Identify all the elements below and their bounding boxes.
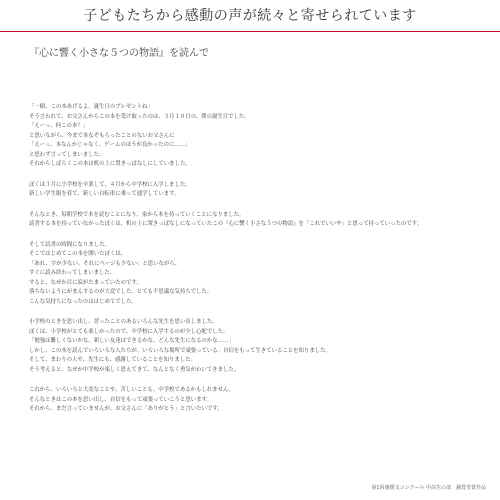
essay-paragraph <box>29 241 481 308</box>
essay-line: そんなときはこの本を思い出し、自信をもって頑張っていこうと思います。 <box>29 396 212 403</box>
page-header <box>0 0 500 32</box>
essay-body <box>29 103 481 415</box>
essay-line: 落ちないようにがまんするのが大変でした。とても不思議な気持ちでした。 <box>29 289 213 295</box>
essay-line: しかし、この本を読んでいろいろな人たちが、いろいろな場所で頑張っている。自信をもって生きていることを知りました。 <box>29 347 331 354</box>
essay-line: 読書する本を持っていなかったぼくは、机の上に置きっぱなしになっていたこの『心に響く小さな５つの物語』を「これでいいや」と思って持っていったのです。 <box>29 221 423 227</box>
essay-line: と思わず言ってしまいました。 <box>29 151 105 158</box>
essay-line: 小学校のときを思い出し、習ったことのあるいろんな先生を思い出しました。 <box>29 319 218 325</box>
essay-line: そう考えると、なぜか中学校が楽しく思えてきて、なんとなく勇気がわいてきました。 <box>29 366 240 373</box>
essay-line: 「えーっ、何この本？」 <box>29 123 89 129</box>
essay-line: そう言われて、お父さんからこの本を受け取ったのは、３月１０日の、僕の誕生日でした。 <box>29 113 250 120</box>
essay-line: 新しい学生服を着て、新しい自転車に乗って通学しています。 <box>29 191 180 197</box>
essay-line: ぼくは３月に小学校を卒業して、４月から中学校に入学しました。 <box>29 181 191 188</box>
essay-line: これから、いろいろと大変なことや、苦しいことも、中学校であるかもしれません。 <box>29 387 235 393</box>
essay-line: と思いながら、今まで本なぞもらったことのないお父さんに <box>29 132 175 139</box>
essay-line: 「あれ、字が少ない。それにページも少ない」と思いながら、 <box>29 260 181 267</box>
essay-paragraph <box>29 386 481 415</box>
award-note: 第1回感想文コンクール 中高生の部 銅賞受賞作品 <box>371 485 486 491</box>
essay-line: こんな気持ちになったのははじめてでした。 <box>29 298 137 305</box>
essay-line: 「勉強は難しくないかな、新しい友達はできるかな、どんな先生になるのかな……」 <box>29 338 234 344</box>
essay-line: ぼくは、小学校がとても楽しかったので、中学校に入学するのが少し心配でした。 <box>29 328 229 335</box>
essay-line: そんなとき、毎朝学校で本を読むことになり、家から本を持っていくことになりました。 <box>29 211 245 218</box>
essay-line: すぐに読み終わってしまいました。 <box>29 270 116 276</box>
essay-line: 「えーっ、本なんかじゃなく、ゲームのほうが良かったのに……」 <box>29 142 191 148</box>
essay-line: それからしばらくこの本は机の上に置きっぱなしにしていました。 <box>29 161 191 167</box>
essay-paragraph <box>29 103 481 170</box>
essay-line: すると、なぜか目に涙がたまっていたのです。 <box>29 279 142 286</box>
page-title: 子どもたちから感動の声が続々と寄せられています <box>83 8 417 24</box>
essay-line: そして、まわりの人や、先生にも、感謝していることを知りました。 <box>29 357 196 363</box>
essay-paragraph <box>29 181 481 200</box>
essay-line: それから、まだ言っていませんが、お父さんに「ありがとう」と言いたいです。 <box>29 406 223 412</box>
essay-title: 『心に響く小さな５つの物語』を読んで <box>29 48 209 59</box>
essay-paragraph <box>29 318 481 375</box>
essay-line: そして読書の時間になりました。 <box>29 241 110 248</box>
essay-line: そこではじめてこの本を開いたぼくは、 <box>29 251 127 257</box>
essay-paragraph <box>29 211 481 230</box>
essay-line: 「一樹、この本あげるよ。誕生日のプレゼントね」 <box>29 104 153 110</box>
